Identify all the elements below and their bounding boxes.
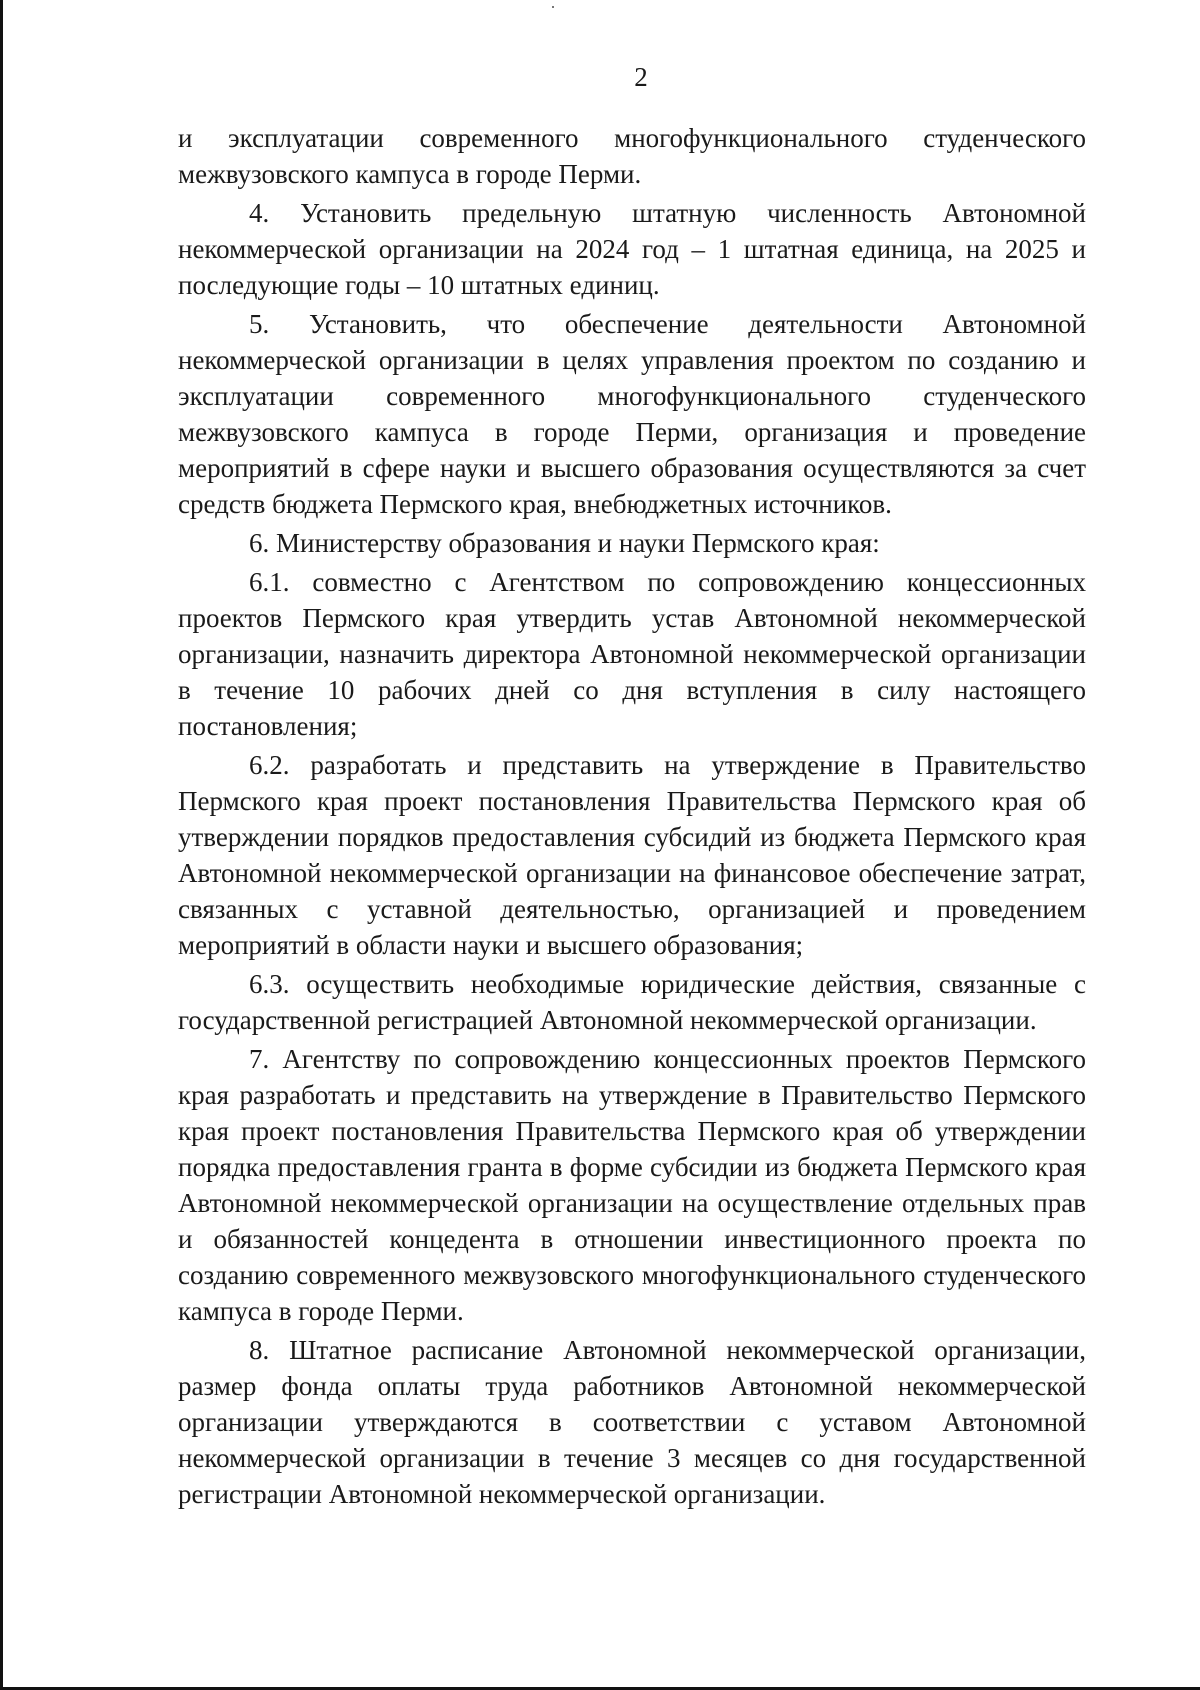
- scan-speck: [552, 6, 554, 8]
- paragraph-item-5: 5. Установить, что обеспечение деятельности Автономной некоммерческой организации в целях управления проектом по созданию и эксплуатации современного многофункционального студенческого межвузовского кампуса в городе Перми, организация и проведение мероприятий в сфере науки и высшего образования осуществляются за счет средств бюджета Пермского края, внебюджетных источников.: [178, 309, 1086, 519]
- paragraph-item-4: 4. Установить предельную штатную численность Автономной некоммерческой организации на 2024 год – 1 штатная единица, на 2025 и последующие годы – 10 штатных единиц.: [178, 198, 1086, 300]
- paragraph-item-6: 6. Министерству образования и науки Пермского края:: [249, 528, 880, 558]
- paragraph-item-6-3: 6.3. осуществить необходимые юридические действия, связанные с государственной регистрацией Автономной некоммерческой организации.: [178, 969, 1086, 1035]
- paragraph-item-7: 7. Агентству по сопровождению концессионных проектов Пермского края разработать и представить на утверждение в Правительство Пермского края проект постановления Правительства Пермского края об утверждении порядка предоставления гранта в форме субсидии из бюджета Пермского края Автономной некоммерческой организации на осуществление отдельных прав и обязанностей концедента в отношении инвестиционного проекта по созданию современного межвузовского многофункционального студенческого кампуса в городе Перми.: [178, 1044, 1086, 1326]
- paragraph-item-6-2: 6.2. разработать и представить на утверждение в Правительство Пермского края проект постановления Правительства Пермского края об утверждении порядков предоставления субсидий из бюджета Пермского края Автономной некоммерческой организации на финансовое обеспечение затрат, связанных с уставной деятельностью, организацией и проведением мероприятий в области науки и высшего образования;: [178, 750, 1086, 960]
- paragraph-item-8: 8. Штатное расписание Автономной некоммерческой организации, размер фонда оплаты труда работников Автономной некоммерческой организации утверждаются в соответствии с уставом Автономной некоммерческой организации в течение 3 месяцев со дня государственной регистрации Автономной некоммерческой организации.: [178, 1335, 1086, 1509]
- paragraph-continuation: и эксплуатации современного многофункционального студенческого межвузовского кампуса в городе Перми.: [178, 123, 1086, 189]
- document-body: [178, 120, 1086, 1512]
- paragraph-item-6-1: 6.1. совместно с Агентством по сопровождению концессионных проектов Пермского края утвердить устав Автономной некоммерческой организации, назначить директора Автономной некоммерческой организации в течение 10 рабочих дней со дня вступления в силу настоящего постановления;: [178, 567, 1086, 741]
- page-number: 2: [634, 62, 648, 92]
- scan-edge-left: [0, 0, 3, 1690]
